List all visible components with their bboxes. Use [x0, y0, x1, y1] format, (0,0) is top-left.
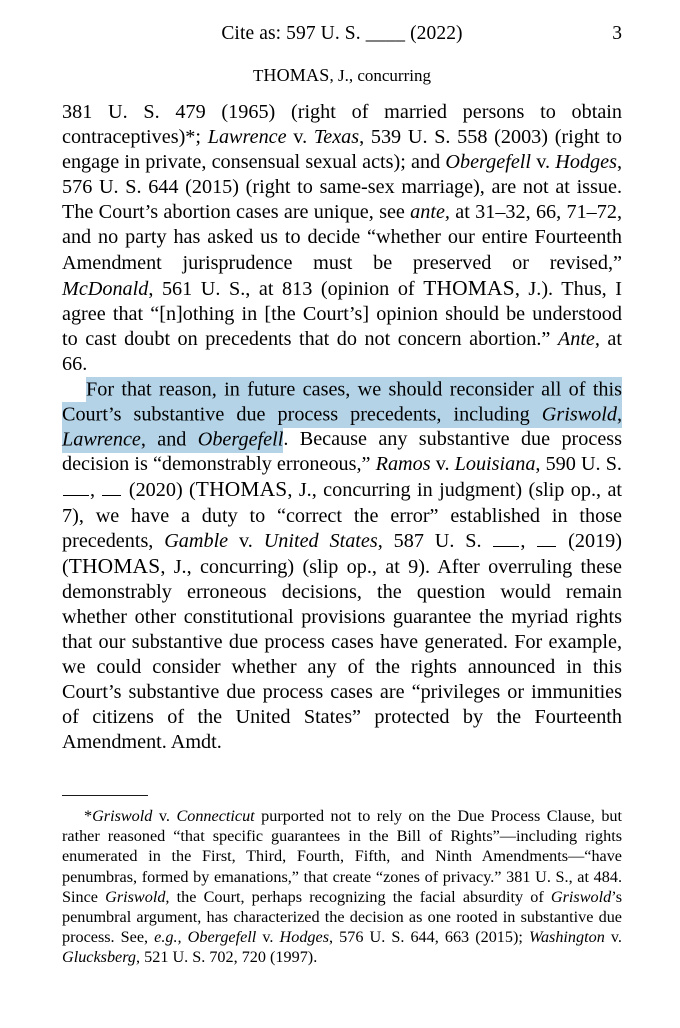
case-name: Griswold,	[105, 887, 170, 906]
author-name-smallcaps: HOMAS	[263, 65, 330, 85]
page-number: 3	[612, 23, 622, 44]
case-name: Louisiana	[454, 453, 536, 476]
case-name: e.g., Obergefell	[154, 928, 257, 947]
text-segment: , 576 U. S. 644, 663 (2015);	[329, 928, 529, 947]
case-name: Hodges	[279, 928, 330, 947]
paragraph-highlighted	[62, 377, 622, 755]
text-segment: , and	[140, 428, 198, 451]
text-segment: at 31–32, 66, 71–72, and no party has asked us to decide “whether our entire Fourteenth Amendment jurisprudence must be preserved or revised,”	[62, 201, 622, 274]
case-name: Washington	[528, 928, 605, 947]
cross-reference: ante,	[410, 201, 450, 224]
footnote-marker: *	[84, 807, 93, 825]
text-segment: (2020) (	[122, 479, 196, 502]
footnote-zone	[62, 795, 622, 968]
case-name: Texas	[313, 126, 360, 149]
justice-name-smallcaps: THOMAS	[195, 477, 288, 502]
cite-as-line: Cite as: 597 U. S. ____ (2022)	[221, 23, 463, 44]
text-segment: , 576 U. S. 644 (2015) (right to same-sex marriage), are not at issue. The Court’s abortion cases are unique, see	[62, 151, 622, 224]
case-name: Lawrence	[62, 428, 141, 451]
footnote-separator-rule	[62, 795, 148, 796]
text-segment: ,	[90, 479, 102, 502]
text-segment: v.	[286, 126, 314, 149]
text-segment: , J.). Thus, I agree that “[n]othing in [the Court’s] opinion should be understood to cast doubt on precedents that do not concern abortion.”	[62, 277, 623, 350]
text-segment: at 66.	[62, 327, 622, 375]
case-name: Hodges	[555, 151, 617, 174]
case-name: Connecticut	[176, 807, 255, 825]
case-name: Obergefell	[197, 428, 284, 451]
case-name: Griswold	[92, 807, 153, 825]
text-segment: , 590 U. S.	[535, 453, 622, 476]
case-name: United States	[263, 529, 378, 552]
text-segment: . Because any substantive due process decision is “demonstrably erroneous,”	[62, 428, 622, 476]
text-segment: (2019) (	[62, 529, 622, 578]
case-name: Griswold	[541, 403, 617, 426]
text-segment: , 521 U. S. 702, 720 (1997).	[136, 948, 318, 967]
text-segment: v.	[604, 928, 622, 947]
text-segment: v.	[531, 151, 556, 174]
blank-page-placeholder	[102, 481, 121, 497]
case-name: Griswold	[550, 887, 612, 906]
footnote-text	[62, 806, 622, 968]
text-segment: the Court, perhaps recognizing the facial absurdity of	[169, 887, 551, 906]
cross-reference: Ante,	[557, 327, 600, 350]
case-name: Gamble	[164, 529, 229, 552]
author-initial: T	[253, 66, 264, 85]
opinion-author-line	[62, 63, 622, 88]
text-segment: v.	[256, 928, 280, 947]
text-segment: v.	[430, 453, 455, 476]
text-segment: purported not to rely on the Due Process Clause, but rather reasoned “that specific guarantees in the Bill of Rights”—including rights enumerated in the First, Third, Fourth, Fifth, and Ninth Amendments—“have penumbras, formed by emanations,” that create “zones of privacy.” 381 U. S., at 484. Since	[62, 807, 622, 906]
case-name: Lawrence	[207, 126, 287, 149]
justice-name-smallcaps: THOMAS	[68, 553, 161, 578]
text-segment: , 539 U. S. 558 (2003) (right to engage in private, consensual sexual acts); and	[62, 126, 622, 174]
text-segment: 381 U. S. 479 (1965) (right of married persons to obtain contraceptives)*;	[62, 101, 622, 149]
blank-page-placeholder	[493, 531, 519, 547]
case-name: Ramos	[375, 453, 431, 476]
body-text-column	[62, 100, 622, 755]
blank-page-placeholder	[63, 481, 89, 497]
running-header	[62, 21, 622, 47]
text-segment: ,	[616, 403, 622, 426]
justice-name-smallcaps: THOMAS	[423, 275, 515, 300]
paragraph-continuation	[62, 100, 622, 377]
case-name: Obergefell	[445, 151, 532, 174]
blank-page-placeholder	[537, 531, 556, 547]
text-segment: , J., concurring in judgment) (slip op., at 7), we have a duty to “correct the error” established in those precedents,	[62, 479, 623, 552]
text-segment: , J., concurring) (slip op., at 9). After overruling these demonstrably erroneous decisions, the question would remain whether other constitutional provisions guarantee the myriad rights that our substantive due process cases have generated. For example, we could consider whether any of the rights announced in this Court’s substantive due process cases are “privileges or immunities of citizens of the United States” protected by the Fourteenth Amendment. Amdt.	[62, 555, 622, 754]
text-segment: ,	[520, 529, 537, 552]
text-segment: , 587 U. S.	[377, 529, 493, 552]
text-segment: ’s penumbral argument, has characterized the decision as one rooted in substantive due process. See,	[62, 887, 622, 947]
text-segment: v.	[228, 529, 264, 552]
text-segment: v.	[152, 807, 177, 825]
text-segment: , 561 U. S., at 813 (opinion of	[148, 277, 424, 300]
case-name: Glucksberg	[62, 948, 137, 967]
text-segment: For that reason, in future cases, we should reconsider all of this Court’s substantive due process precedents, including	[62, 378, 622, 426]
case-name: McDonald	[62, 277, 149, 300]
author-suffix: , J., concurring	[329, 66, 431, 85]
